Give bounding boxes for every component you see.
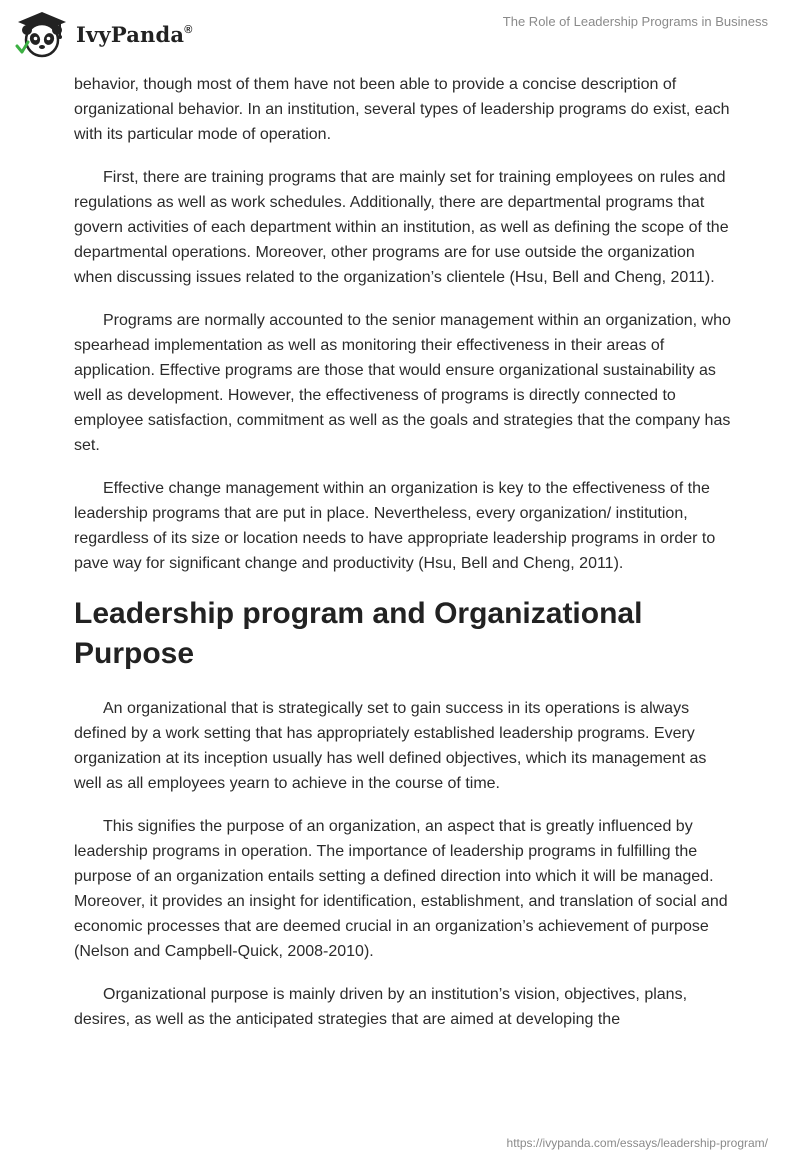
logo[interactable]	[14, 8, 193, 60]
paragraph: behavior, though most of them have not been able to provide a concise description of organizational behavior. In an institution, several types of leadership programs do exist, each with its particular mode of operation.	[74, 76, 730, 143]
paragraph: This signifies the purpose of an organization, an aspect that is greatly influenced by leadership programs in operation. The importance of leadership programs in fulfilling the purpose of an organization entails setting a defined direction into which it will be managed. Moreover, it provides an insight for identification, establishment, and translation of social and economic processes that are deemed crucial in an organization’s achievement of purpose (Nelson and Campbell-Quick, 2008-2010).	[74, 818, 728, 960]
essay-body	[74, 72, 734, 1050]
paragraph: Effective change management within an organization is key to the effectiveness of the leadership programs that are put in place. Nevertheless, every organization/ institution, regardless of its size or location needs to have appropriate leadership programs in order to pave way for significant change and productivity (Hsu, Bell and Cheng, 2011).	[74, 480, 716, 572]
section-heading: Leadership program and Organizational Purpose	[74, 597, 643, 670]
panda-graduate-icon	[14, 8, 70, 60]
source-url[interactable]: https://ivypanda.com/essays/leadership-program/	[506, 1136, 768, 1150]
page-header	[0, 0, 800, 70]
document-title: The Role of Leadership Programs in Business	[502, 14, 768, 29]
paragraph: Organizational purpose is mainly driven by an institution’s vision, objectives, plans, desires, as well as the anticipated strategies that are aimed at developing the	[74, 986, 688, 1028]
logo-text: IvyPanda®	[76, 21, 193, 47]
paragraph: Programs are normally accounted to the senior management within an organization, who spearhead implementation as well as monitoring their effectiveness in their areas of application. Effective programs are those that would ensure organizational sustainability as well as development. However, the effectiveness of programs is directly connected to employee satisfaction, commitment as well as the goals and strategies that the company has set.	[74, 312, 731, 454]
paragraph: An organizational that is strategically set to gain success in its operations is always defined by a work setting that has appropriately established leadership programs. Every organization at its inception usually has well defined objectives, which its management as well as all employees yearn to achieve in the course of time.	[74, 700, 707, 792]
paragraph: First, there are training programs that are mainly set for training employees on rules and regulations as well as work schedules. Additionally, there are departmental programs that govern activities of each department within an institution, as well as defining the scope of the departmental operations. Moreover, other programs are for use outside the organization when discussing issues related to the organization’s clientele (Hsu, Bell and Cheng, 2011).	[74, 169, 729, 286]
